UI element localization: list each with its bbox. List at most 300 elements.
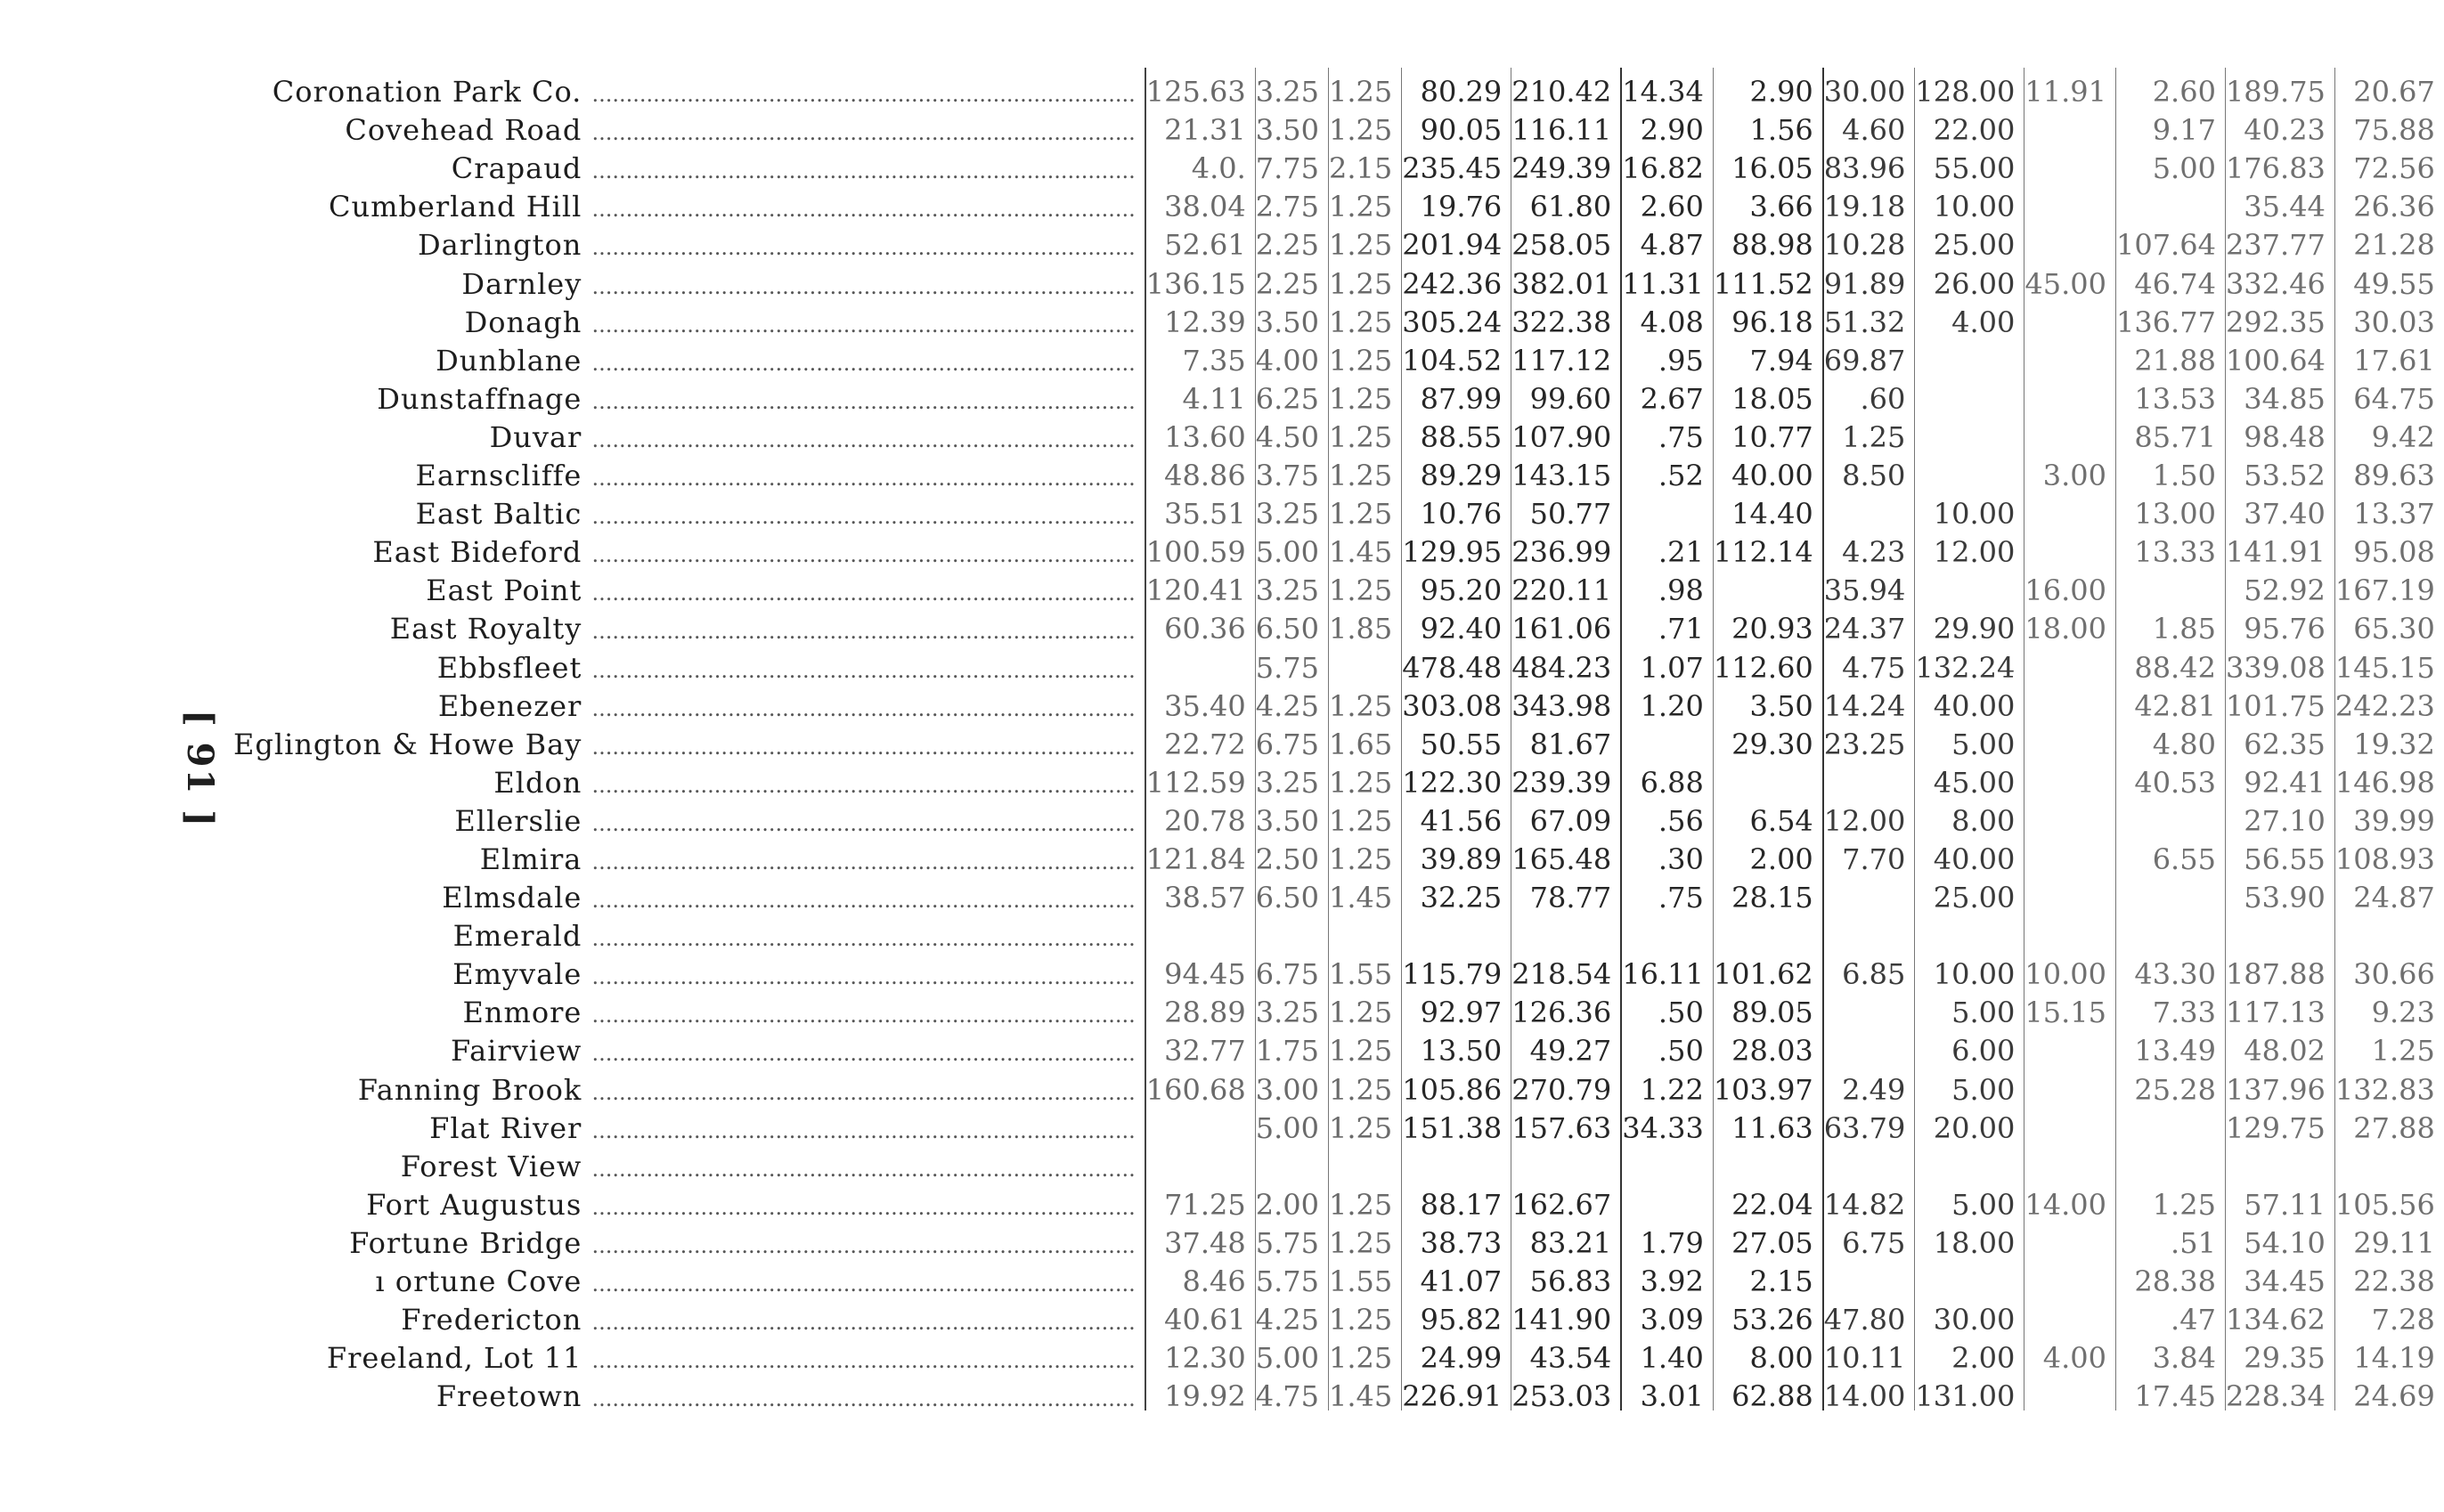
amount-cell: 27.88 (2353, 1110, 2435, 1145)
amount-cell (2024, 1065, 2116, 1103)
dot-leader: ................................................................................ (591, 695, 1136, 721)
amount-cell: 90.05 (1402, 106, 1511, 144)
district-name-cell (233, 1257, 1145, 1296)
amount-cell (1823, 1257, 1915, 1296)
amount-cell: 27.10 (2225, 797, 2334, 835)
amount-cell: 28.15 (1713, 874, 1822, 912)
amount-cell: 24.37 (1823, 605, 1915, 643)
table-row (233, 950, 2444, 988)
district-name: Flat River (429, 1110, 582, 1145)
amount-cell: 51.32 (1823, 298, 1915, 337)
amount-cell: 6.88 (1621, 759, 1713, 797)
amount-cell: .50 (1621, 988, 1713, 1027)
district-name: Fortune Bridge (349, 1225, 582, 1260)
amount-cell (2024, 720, 2116, 759)
amount-cell: 14.82 (1823, 1181, 1915, 1219)
amount-cell: 52.92 (2225, 566, 2334, 605)
amount-cell: 22.00 (1915, 106, 2024, 144)
amount-cell: 19.32 (2353, 727, 2435, 761)
table-row (233, 759, 2444, 797)
amount-cell: 107.64 (2115, 221, 2225, 259)
amount-cell (1145, 1142, 1255, 1181)
district-name-cell (233, 874, 1145, 915)
amount-cell (1255, 1142, 1328, 1181)
amount-cell: 129.75 (2225, 1104, 2334, 1142)
amount-cell: 292.35 (2225, 298, 2334, 337)
amount-cell: 3.25 (1255, 490, 1328, 528)
district-name-cell (233, 1296, 1145, 1337)
amount-cell: 126.36 (1511, 988, 1621, 1027)
amount-cell: 1.25 (1329, 988, 1402, 1027)
district-name-cell (233, 298, 1145, 337)
amount-cell (1329, 912, 1402, 950)
amount-cell: 10.00 (1915, 490, 2024, 528)
amount-cell: 4.25 (1255, 1296, 1328, 1334)
district-name-cell (233, 413, 1145, 454)
amount-cell: 8.00 (1915, 797, 2024, 835)
table-row (233, 797, 2444, 835)
amount-cell: 25.28 (2115, 1065, 2225, 1103)
amount-cell: 57.11 (2225, 1181, 2334, 1219)
amount-cell (1621, 1142, 1713, 1181)
table-row (233, 988, 2444, 1027)
district-name-cell (233, 988, 1145, 1030)
amount-cell: 2.00 (1255, 1181, 1328, 1219)
amount-cell: 94.45 (1145, 950, 1255, 988)
amount-cell: 157.63 (1511, 1104, 1621, 1142)
amount-cell: 48.86 (1145, 451, 1255, 490)
amount-cell: 62.35 (2225, 720, 2334, 759)
amount-cell: 1.40 (1621, 1334, 1713, 1372)
amount-cell: 25.00 (1915, 221, 2024, 259)
amount-cell: 3.75 (1255, 451, 1328, 490)
table-row (233, 375, 2444, 413)
amount-cell: 18.00 (1915, 1219, 2024, 1257)
amount-cell (1823, 759, 1915, 797)
amount-cell: 134.62 (2225, 1296, 2334, 1334)
amount-cell (1915, 375, 2024, 413)
amount-cell: 270.79 (1511, 1065, 1621, 1103)
amount-cell: 61.80 (1511, 183, 1621, 221)
amount-cell: 1.25 (1329, 1065, 1402, 1103)
amount-cell (1511, 1142, 1621, 1181)
district-name-cell (233, 144, 1145, 186)
amount-cell: 145.15 (2334, 650, 2435, 685)
amount-cell: 40.00 (1713, 451, 1822, 490)
amount-cell: 237.77 (2225, 221, 2334, 259)
amount-cell: 116.11 (1511, 106, 1621, 144)
amount-cell: 16.11 (1621, 950, 1713, 988)
amount-cell (1915, 1142, 2024, 1181)
amount-cell: 258.05 (1511, 221, 1621, 259)
amount-cell: 45.00 (1915, 759, 2024, 797)
dot-leader: ................................................................................ (591, 1232, 1136, 1258)
amount-cell: 4.80 (2115, 720, 2225, 759)
amount-cell: 24.69 (2353, 1379, 2435, 1414)
amount-cell: 24.87 (2353, 881, 2435, 915)
amount-cell: 48.02 (2225, 1027, 2334, 1065)
amount-cell: 65.30 (2353, 612, 2435, 646)
amount-cell: 242.23 (2334, 688, 2435, 723)
amount-cell: 136.15 (1145, 259, 1255, 297)
amount-cell (1915, 451, 2024, 490)
amount-cell (2115, 1142, 2225, 1181)
amount-cell: 39.99 (2353, 803, 2435, 838)
amount-cell: 108.93 (2334, 841, 2435, 876)
amount-cell: 42.81 (2115, 682, 2225, 720)
amount-cell: 236.99 (1511, 528, 1621, 566)
amount-cell: 249.39 (1511, 144, 1621, 183)
amount-cell: 2.25 (1255, 259, 1328, 297)
amount-cell: 78.77 (1511, 874, 1621, 912)
amount-cell: 5.00 (1915, 988, 2024, 1027)
amount-cell: 92.41 (2225, 759, 2334, 797)
amount-cell (2115, 912, 2225, 950)
amount-cell: 332.46 (2225, 259, 2334, 297)
amount-cell: 80.29 (1402, 68, 1511, 106)
amount-cell: .52 (1621, 451, 1713, 490)
amount-cell: 151.38 (1402, 1104, 1511, 1142)
amount-cell: 14.00 (1823, 1372, 1915, 1410)
amount-cell: 16.05 (1713, 144, 1822, 183)
amount-cell: 2.00 (1915, 1334, 2024, 1372)
amount-cell: 4.00 (1915, 298, 2024, 337)
amount-cell: 1.20 (1621, 682, 1713, 720)
amount-cell: 3.01 (1621, 1372, 1713, 1410)
amount-cell: 40.23 (2225, 106, 2334, 144)
amount-cell: 54.10 (2225, 1219, 2334, 1257)
table-row (233, 337, 2444, 375)
amount-cell: 105.56 (2334, 1187, 2435, 1222)
amount-cell: 3.50 (1255, 106, 1328, 144)
amount-cell: .50 (1621, 1027, 1713, 1065)
amount-cell: 50.55 (1402, 720, 1511, 759)
table-row (233, 1257, 2444, 1296)
amount-cell: 98.48 (2225, 413, 2334, 451)
amount-cell: 3.25 (1255, 759, 1328, 797)
district-name-cell (233, 1181, 1145, 1222)
amount-cell (2024, 1296, 2116, 1334)
amount-cell: 120.41 (1145, 566, 1255, 605)
district-name-cell (233, 912, 1145, 954)
district-name-cell (233, 1372, 1145, 1414)
amount-cell (1713, 912, 1822, 950)
amount-cell: 382.01 (1511, 259, 1621, 297)
amount-cell: 4.00 (1255, 337, 1328, 375)
district-name-cell (233, 682, 1145, 723)
district-name-cell (233, 490, 1145, 532)
amount-cell: 4.75 (1255, 1372, 1328, 1410)
amount-cell: 6.50 (1255, 874, 1328, 912)
amount-cell: 4.75 (1823, 643, 1915, 681)
amount-cell: 146.98 (2334, 765, 2435, 800)
amount-cell: 21.28 (2353, 228, 2435, 263)
table-row (233, 259, 2444, 297)
amount-cell: 1.55 (1329, 950, 1402, 988)
amount-cell: 1.25 (1329, 451, 1402, 490)
amount-cell: 2.60 (2115, 68, 2225, 106)
amount-cell (1823, 874, 1915, 912)
dot-leader: ................................................................................ (591, 657, 1136, 683)
amount-cell (2024, 759, 2116, 797)
amount-cell: 1.25 (1329, 221, 1402, 259)
amount-cell: 2.25 (1255, 221, 1328, 259)
amount-cell (1621, 1181, 1713, 1219)
amount-cell: 29.35 (2225, 1334, 2334, 1372)
ledger-body (233, 68, 2444, 1414)
amount-cell: .30 (1621, 835, 1713, 874)
amount-cell: 20.00 (1915, 1104, 2024, 1142)
amount-cell: 88.17 (1402, 1181, 1511, 1219)
amount-cell: 1.25 (1329, 759, 1402, 797)
amount-cell (2024, 337, 2116, 375)
amount-cell: 115.79 (1402, 950, 1511, 988)
table-row (233, 183, 2444, 221)
amount-cell: 14.40 (1713, 490, 1822, 528)
amount-cell: 3.50 (1713, 682, 1822, 720)
district-name-cell (233, 566, 1145, 608)
table-row (233, 643, 2444, 681)
amount-cell: 21.88 (2115, 337, 2225, 375)
amount-cell: 71.25 (1145, 1181, 1255, 1219)
amount-cell: 18.00 (2024, 605, 2116, 643)
amount-cell (1511, 912, 1621, 950)
district-name: Eldon (493, 765, 582, 800)
table-row (233, 68, 2444, 106)
amount-cell (2225, 1142, 2334, 1181)
amount-cell: 96.18 (1713, 298, 1822, 337)
district-name: East Royalty (389, 612, 582, 646)
dot-leader: ................................................................................ (591, 772, 1136, 798)
amount-cell: 53.26 (1713, 1296, 1822, 1334)
amount-cell: 7.28 (2371, 1303, 2435, 1337)
amount-cell: 34.85 (2225, 375, 2334, 413)
amount-cell (2024, 528, 2116, 566)
district-name-cell (233, 1219, 1145, 1260)
amount-cell (2024, 144, 2116, 183)
amount-cell (1713, 759, 1822, 797)
district-name: Emyvale (452, 957, 582, 992)
amount-cell: .51 (2115, 1219, 2225, 1257)
amount-cell: 20.67 (2353, 75, 2435, 110)
amount-cell: 1.25 (1329, 1181, 1402, 1219)
amount-cell: 15.15 (2024, 988, 2116, 1027)
amount-cell: 13.60 (1145, 413, 1255, 451)
amount-cell: 40.53 (2115, 759, 2225, 797)
dot-leader: ................................................................................ (591, 1041, 1136, 1067)
amount-cell: 239.39 (1511, 759, 1621, 797)
amount-cell: 13.33 (2115, 528, 2225, 566)
amount-cell: 55.00 (1915, 144, 2024, 183)
amount-cell: 1.07 (1621, 643, 1713, 681)
amount-cell: 3.66 (1713, 183, 1822, 221)
amount-cell: 7.33 (2115, 988, 2225, 1027)
amount-cell: 1.50 (2115, 451, 2225, 490)
amount-cell (1145, 1104, 1255, 1142)
table-row (233, 221, 2444, 259)
amount-cell: 91.89 (1823, 259, 1915, 297)
amount-cell: 35.51 (1145, 490, 1255, 528)
amount-cell: 75.88 (2353, 113, 2435, 148)
amount-cell: 72.56 (2353, 151, 2435, 186)
amount-cell: 95.08 (2353, 535, 2435, 570)
district-name: ı ortune Cove (375, 1264, 582, 1298)
amount-cell: .75 (1621, 874, 1713, 912)
amount-cell (1713, 566, 1822, 605)
amount-cell: 1.25 (1329, 682, 1402, 720)
amount-cell: 112.60 (1713, 643, 1822, 681)
amount-cell: 13.37 (2353, 497, 2435, 532)
table-row (233, 566, 2444, 605)
district-name: Fanning Brook (357, 1072, 582, 1107)
amount-cell (2024, 1104, 2116, 1142)
district-name: Freeland, Lot 11 (326, 1341, 582, 1376)
district-name: Ellerslie (454, 803, 582, 838)
amount-cell: 21.31 (1145, 106, 1255, 144)
amount-cell: 62.88 (1713, 1372, 1822, 1410)
dot-leader: ................................................................................ (591, 273, 1136, 299)
district-name: Ebbsfleet (436, 650, 582, 685)
amount-cell: 6.75 (1255, 950, 1328, 988)
amount-cell: 3.25 (1255, 988, 1328, 1027)
amount-cell: 19.18 (1823, 183, 1915, 221)
district-name: Ebenezer (437, 688, 582, 723)
amount-cell: 53.90 (2225, 874, 2334, 912)
amount-cell: 218.54 (1511, 950, 1621, 988)
table-row (233, 144, 2444, 183)
amount-cell (2024, 1027, 2116, 1065)
amount-cell: 89.63 (2353, 459, 2435, 493)
amount-cell: 235.45 (1402, 144, 1511, 183)
amount-cell: 125.63 (1145, 68, 1255, 106)
amount-cell: 10.00 (1915, 183, 2024, 221)
district-name-cell (233, 68, 1145, 110)
amount-cell: 4.00 (2024, 1334, 2116, 1372)
dot-leader: ................................................................................ (591, 1118, 1136, 1143)
amount-cell: 38.73 (1402, 1219, 1511, 1257)
amount-cell: 14.00 (2024, 1181, 2116, 1219)
amount-cell: 176.83 (2225, 144, 2334, 183)
district-name-cell (233, 1065, 1145, 1107)
amount-cell: 201.94 (1402, 221, 1511, 259)
amount-cell: 92.40 (1402, 605, 1511, 643)
amount-cell (1915, 413, 2024, 451)
amount-cell: 2.90 (1621, 106, 1713, 144)
dot-leader: ................................................................................ (591, 1194, 1136, 1220)
amount-cell: .98 (1621, 566, 1713, 605)
amount-cell: 35.40 (1145, 682, 1255, 720)
amount-cell (1145, 912, 1255, 950)
amount-cell: 99.60 (1511, 375, 1621, 413)
amount-cell (2024, 874, 2116, 912)
amount-cell: 1.25 (1329, 566, 1402, 605)
dot-leader: ................................................................................ (591, 388, 1136, 414)
amount-cell: 2.15 (1329, 144, 1402, 183)
district-name: Duvar (489, 419, 582, 454)
amount-cell: 2.00 (1713, 835, 1822, 874)
amount-cell: 322.38 (1511, 298, 1621, 337)
amount-cell (2115, 797, 2225, 835)
amount-cell: 1.25 (1329, 337, 1402, 375)
amount-cell: 92.97 (1402, 988, 1511, 1027)
amount-cell: 12.00 (1823, 797, 1915, 835)
amount-cell: 303.08 (1402, 682, 1511, 720)
amount-cell: 6.00 (1915, 1027, 2024, 1065)
amount-cell: 87.99 (1402, 375, 1511, 413)
amount-cell (1823, 490, 1915, 528)
amount-cell: .21 (1621, 528, 1713, 566)
amount-cell: 4.25 (1255, 682, 1328, 720)
amount-cell: 4.0. (1145, 144, 1255, 183)
amount-cell: 11.91 (2024, 68, 2116, 106)
amount-cell: 3.00 (2024, 451, 2116, 490)
district-name: Forest View (400, 1149, 582, 1183)
amount-cell: 13.49 (2115, 1027, 2225, 1065)
amount-cell: 121.84 (1145, 835, 1255, 874)
amount-cell: 29.11 (2353, 1225, 2435, 1260)
amount-cell: 28.38 (2115, 1257, 2225, 1296)
amount-cell: 22.38 (2353, 1264, 2435, 1298)
amount-cell: 6.55 (2115, 835, 2225, 874)
dot-leader: ................................................................................ (591, 849, 1136, 874)
amount-cell: 29.90 (1915, 605, 2024, 643)
table-row (233, 1027, 2444, 1065)
amount-cell (1915, 337, 2024, 375)
dot-leader: ................................................................................ (591, 964, 1136, 990)
district-name-cell (233, 528, 1145, 570)
table-row (233, 912, 2444, 950)
dot-leader: ................................................................................ (591, 888, 1136, 914)
amount-cell (1255, 912, 1328, 950)
amount-cell: 3.00 (1255, 1065, 1328, 1103)
amount-cell: 1.25 (1329, 1104, 1402, 1142)
dot-leader: ................................................................................ (591, 1003, 1136, 1028)
amount-cell: 1.25 (1329, 1219, 1402, 1257)
amount-cell: 60.36 (1145, 605, 1255, 643)
table-row (233, 1334, 2444, 1372)
district-name: Fredericton (401, 1303, 582, 1337)
amount-cell: 117.13 (2225, 988, 2334, 1027)
amount-cell: 67.09 (1511, 797, 1621, 835)
amount-cell: .56 (1621, 797, 1713, 835)
amount-cell: 1.85 (2115, 605, 2225, 643)
amount-cell: 1.25 (1329, 1334, 1402, 1372)
amount-cell (2024, 298, 2116, 337)
amount-cell (2115, 183, 2225, 221)
amount-cell: 128.00 (1915, 68, 2024, 106)
amount-cell: 2.60 (1621, 183, 1713, 221)
amount-cell: 14.19 (2353, 1341, 2435, 1376)
amount-cell: 17.45 (2115, 1372, 2225, 1410)
district-name: Emerald (452, 919, 582, 954)
amount-cell: 37.40 (2225, 490, 2334, 528)
amount-cell: 35.44 (2225, 183, 2334, 221)
amount-cell: 85.71 (2115, 413, 2225, 451)
amount-cell (1915, 566, 2024, 605)
amount-cell (2334, 912, 2443, 950)
amount-cell: 13.53 (2115, 375, 2225, 413)
dot-leader: ................................................................................ (591, 734, 1136, 760)
amount-cell: 2.50 (1255, 835, 1328, 874)
amount-cell: 100.64 (2225, 337, 2334, 375)
amount-cell: 132.83 (2334, 1072, 2435, 1107)
district-name-cell (233, 1027, 1145, 1069)
amount-cell: .60 (1823, 375, 1915, 413)
amount-cell: 1.75 (1255, 1027, 1328, 1065)
amount-cell: 12.39 (1145, 298, 1255, 337)
amount-cell: 161.06 (1511, 605, 1621, 643)
amount-cell: 5.00 (1915, 1181, 2024, 1219)
